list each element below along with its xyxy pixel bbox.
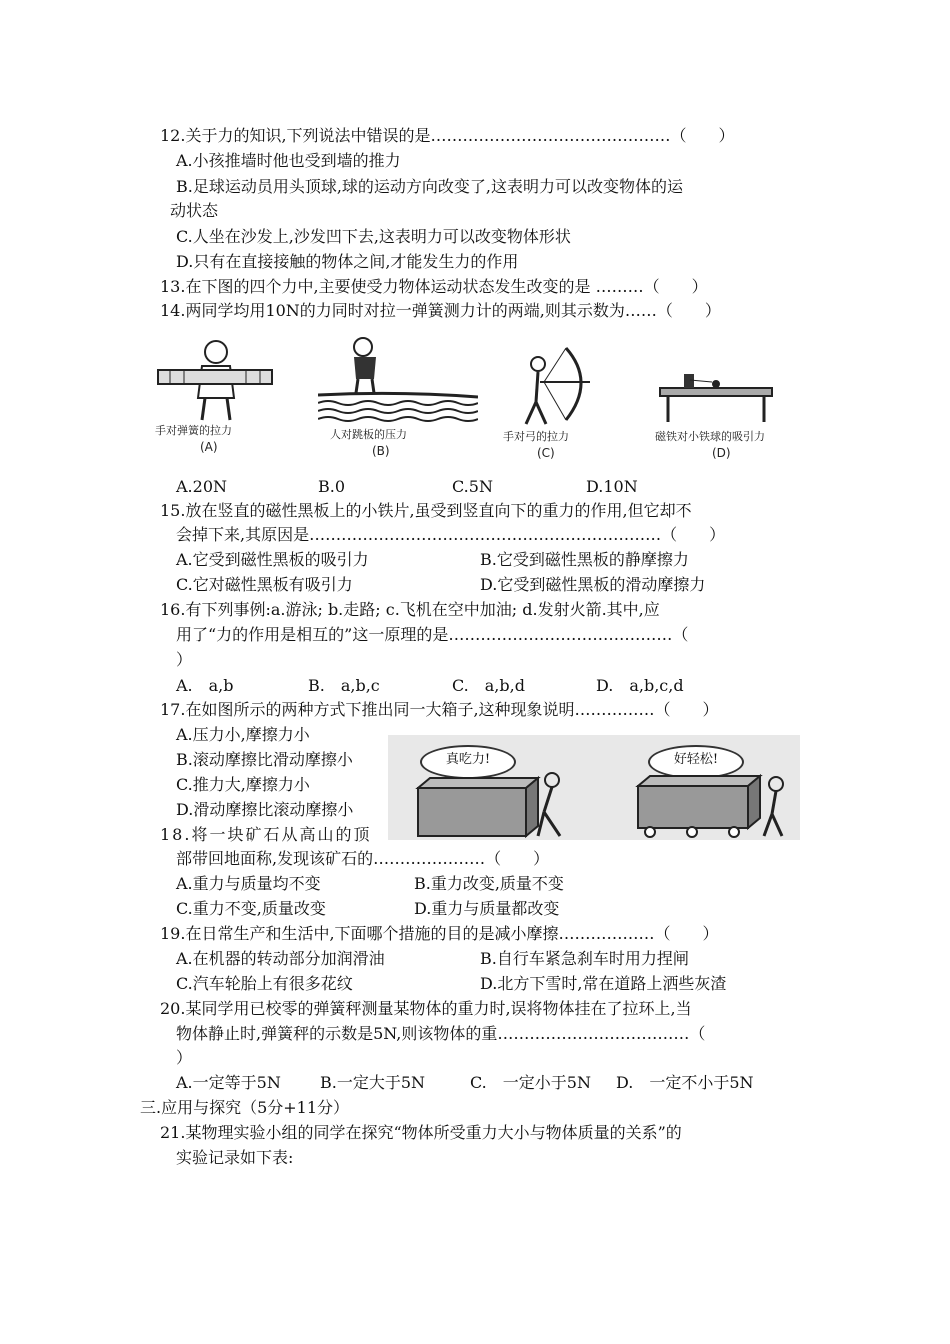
question-14-option-d: D.10N xyxy=(586,477,638,496)
question-12-option-b: B.足球运动员用头顶球,球的运动方向改变了,这表明力可以改变物体的运 xyxy=(176,177,684,196)
question-19-option-c: C.汽车轮胎上有很多花纹 xyxy=(176,974,353,993)
question-21-stem: 21.某物理实验小组的同学在探究“物体所受重力大小与物体质量的关系”的 xyxy=(160,1123,682,1142)
question-12-option-d: D.只有在直接接触的物体之间,才能发生力的作用 xyxy=(176,252,519,271)
question-19-stem: 19.在日常生产和生活中,下面哪个措施的目的是减小摩擦………………（ ） xyxy=(160,924,719,943)
question-19-option-a: A.在机器的转动部分加润滑油 xyxy=(176,949,385,968)
figure-a-label: (A) xyxy=(200,440,218,454)
question-14-option-c: C.5N xyxy=(452,477,493,496)
question-18-option-d: D.重力与质量都改变 xyxy=(414,899,560,918)
question-20-option-b: B.一定大于5N xyxy=(320,1073,426,1092)
question-19-option-b: B.自行车紧急刹车时用力捏闸 xyxy=(480,949,689,968)
question-16-option-c: C. a,b,d xyxy=(452,676,525,695)
question-17-option-b: B.滚动摩擦比滑动摩擦小 xyxy=(176,750,353,769)
question-17-option-a: A.压力小,摩擦力小 xyxy=(176,725,310,744)
question-20-stem-close: ） xyxy=(176,1048,193,1067)
figure-d-caption: 磁铁对小铁球的吸引力 xyxy=(655,430,765,443)
question-15-stem-cont: 会掉下来,其原因是…………………………………………………………（ ） xyxy=(176,525,726,544)
box-on-rollers xyxy=(630,772,800,840)
question-17-option-d: D.滑动摩擦比滚动摩擦小 xyxy=(176,800,354,819)
question-12-option-b-cont: 动状态 xyxy=(170,201,219,220)
question-12-stem: 12.关于力的知识,下列说法中错误的是………………………………………（ ） xyxy=(160,126,735,145)
figure-c-caption: 手对弓的拉力 xyxy=(503,430,569,443)
box-sliding xyxy=(410,772,570,840)
speech-bubble-hard: 真吃力! xyxy=(420,745,516,779)
question-16-stem: 16.有下列事例:a.游泳; b.走路; c.飞机在空中加油; d.发射火箭.其中,应 xyxy=(160,600,660,619)
figure-b-springboard xyxy=(318,335,478,425)
question-16-option-a: A. a,b xyxy=(176,676,234,695)
question-15-option-b: B.它受到磁性黑板的静摩擦力 xyxy=(480,550,689,569)
question-16-option-b: B. a,b,c xyxy=(308,676,380,695)
question-17-stem: 17.在如图所示的两种方式下推出同一大箱子,这种现象说明……………（ ） xyxy=(160,700,719,719)
question-14-stem: 14.两同学均用10N的力同时对拉一弹簧测力计的两端,则其示数为……（ ） xyxy=(160,301,721,320)
question-20-option-a: A.一定等于5N xyxy=(176,1073,281,1092)
figure-d-magnet xyxy=(650,370,780,425)
question-16-stem-cont: 用了“力的作用是相互的”这一原理的是……………………………………（ xyxy=(176,625,689,644)
question-20-stem-cont: 物体静止时,弹簧秤的示数是5N,则该物体的重………………………………（ xyxy=(176,1024,706,1043)
question-18-option-a: A.重力与质量均不变 xyxy=(176,874,321,893)
figure-b-caption: 人对跳板的压力 xyxy=(330,428,407,441)
figure-d-label: (D) xyxy=(712,446,731,460)
question-15-stem: 15.放在竖直的磁性黑板上的小铁片,虽受到竖直向下的重力的作用,但它却不 xyxy=(160,501,692,520)
figure-c-label: (C) xyxy=(537,446,555,460)
question-16-stem-close: ） xyxy=(176,650,193,669)
question-12-option-a: A.小孩推墙时他也受到墙的推力 xyxy=(176,151,401,170)
question-15-option-c: C.它对磁性黑板有吸引力 xyxy=(176,575,353,594)
question-15-option-a: A.它受到磁性黑板的吸引力 xyxy=(176,550,369,569)
question-21-stem-cont: 实验记录如下表: xyxy=(176,1148,294,1167)
question-18-option-b: B.重力改变,质量不变 xyxy=(414,874,564,893)
question-20-option-c: C. 一定小于5N xyxy=(470,1073,591,1092)
question-14-option-b: B.0 xyxy=(318,477,346,496)
question-18-option-c: C.重力不变,质量改变 xyxy=(176,899,326,918)
figure-c-bow xyxy=(500,342,600,427)
question-20-stem: 20.某同学用已校零的弹簧秤测量某物体的重力时,误将物体挂在了拉环上,当 xyxy=(160,999,692,1018)
question-12-option-c: C.人坐在沙发上,沙发凹下去,这表明力可以改变物体形状 xyxy=(176,227,571,246)
section-3-title: 三.应用与探究（5分+11分） xyxy=(140,1098,350,1117)
question-15-option-d: D.它受到磁性黑板的滑动摩擦力 xyxy=(480,575,706,594)
question-20-option-d: D. 一定不小于5N xyxy=(616,1073,754,1092)
question-18-stem-cont: 部带回地面称,发现该矿石的…………………（ ） xyxy=(176,849,550,868)
question-19-option-d: D.北方下雪时,常在道路上洒些灰渣 xyxy=(480,974,727,993)
figure-b-label: (B) xyxy=(372,444,390,458)
question-18-stem: 18.将一块矿石从高山的顶 xyxy=(160,825,372,844)
speech-bubble-easy: 好轻松! xyxy=(648,745,744,779)
question-16-option-d: D. a,b,c,d xyxy=(596,676,684,695)
question-14-option-a: A.20N xyxy=(176,477,227,496)
figure-a-spring-pull xyxy=(150,338,280,423)
question-17-option-c: C.推力大,摩擦力小 xyxy=(176,775,310,794)
figure-a-caption: 手对弹簧的拉力 xyxy=(155,424,232,437)
question-13-stem: 13.在下图的四个力中,主要使受力物体运动状态发生改变的是 ………（ ） xyxy=(160,277,708,296)
